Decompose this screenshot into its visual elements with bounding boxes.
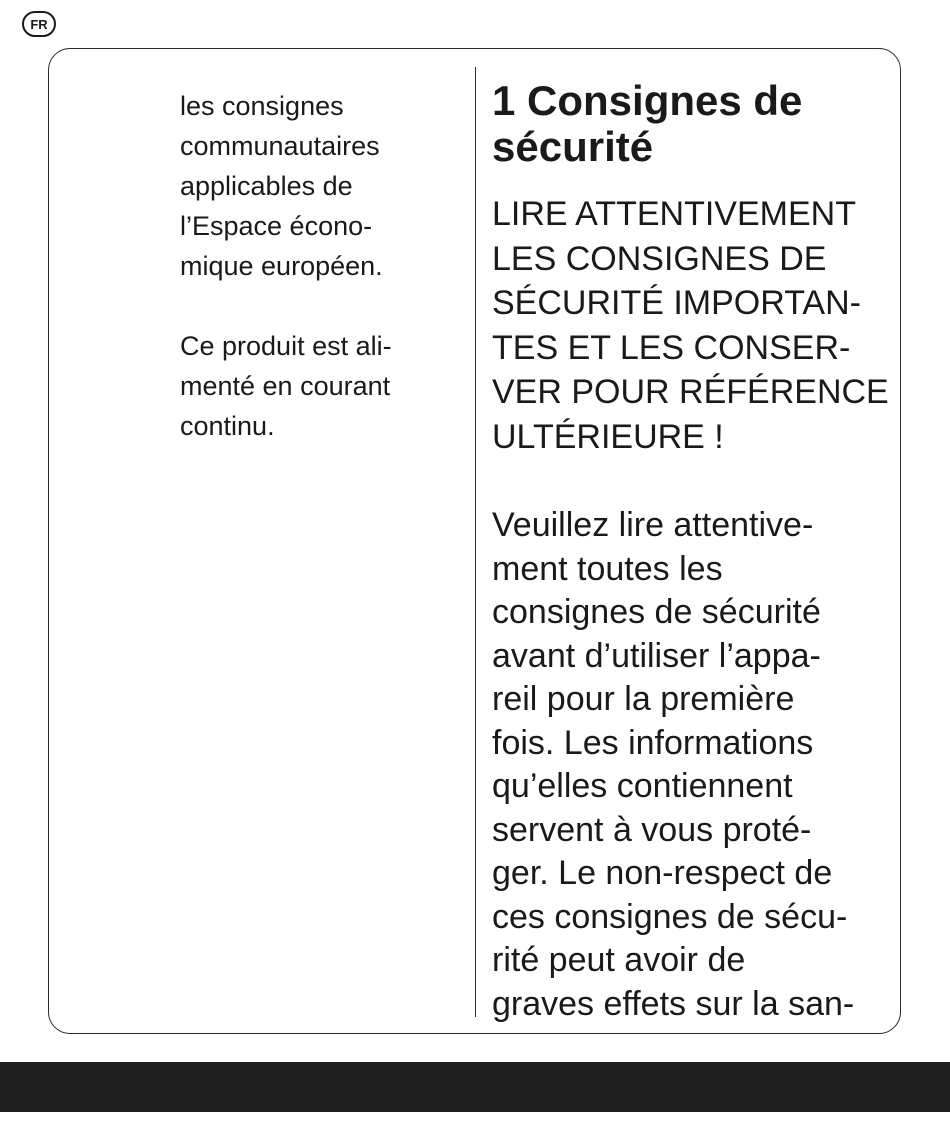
heading-line: 1 Consignes de xyxy=(492,77,803,124)
column-divider xyxy=(475,67,476,1017)
text-line: les consignes xyxy=(180,91,344,121)
text-line: Ce produit est ali- xyxy=(180,331,392,361)
text-line: ces consignes de sécu- xyxy=(492,897,848,936)
text-line: servent à vous proté- xyxy=(492,810,812,849)
text-line: mique européen. xyxy=(180,251,383,281)
safety-warning xyxy=(492,192,892,459)
text-line: Veuillez lire attentive- xyxy=(492,506,814,544)
text-line: l’Espace écono- xyxy=(180,211,373,241)
text-line: ULTÉRIEURE ! xyxy=(492,417,724,456)
text-line: qu’elles contiennent xyxy=(492,767,793,805)
text-line: fois. Les informations xyxy=(492,723,814,762)
right-column xyxy=(492,78,892,1026)
text-line: rité peut avoir de xyxy=(492,941,746,979)
text-line: applicables de xyxy=(180,171,353,201)
text-line: SÉCURITÉ IMPORTAN- xyxy=(492,284,861,322)
text-line: continu. xyxy=(180,411,275,441)
text-line: LIRE ATTENTIVEMENT xyxy=(492,195,856,233)
text-line: ment toutes les xyxy=(492,549,723,588)
text-line: VER POUR RÉFÉRENCE xyxy=(492,373,889,411)
text-line: menté en courant xyxy=(180,371,391,401)
text-line: ger. Le non-respect de xyxy=(492,854,833,892)
footer-bar xyxy=(0,1062,950,1112)
text-line: LES CONSIGNES DE xyxy=(492,239,827,278)
safety-body-paragraph xyxy=(492,504,892,1026)
text-line: avant d’utiliser l’appa- xyxy=(492,636,821,675)
section-heading xyxy=(492,78,892,170)
left-column xyxy=(180,86,460,446)
left-paragraph-eu-directives xyxy=(180,86,460,286)
text-line: communautaires xyxy=(180,131,380,161)
heading-line: sécurité xyxy=(492,123,654,170)
text-line: consignes de sécurité xyxy=(492,593,821,631)
language-badge: FR xyxy=(22,11,56,37)
text-line: TES ET LES CONSER- xyxy=(492,328,851,367)
text-line: reil pour la première xyxy=(492,680,795,718)
left-paragraph-dc-power xyxy=(180,326,460,446)
text-line: graves effets sur la san- xyxy=(492,984,855,1023)
